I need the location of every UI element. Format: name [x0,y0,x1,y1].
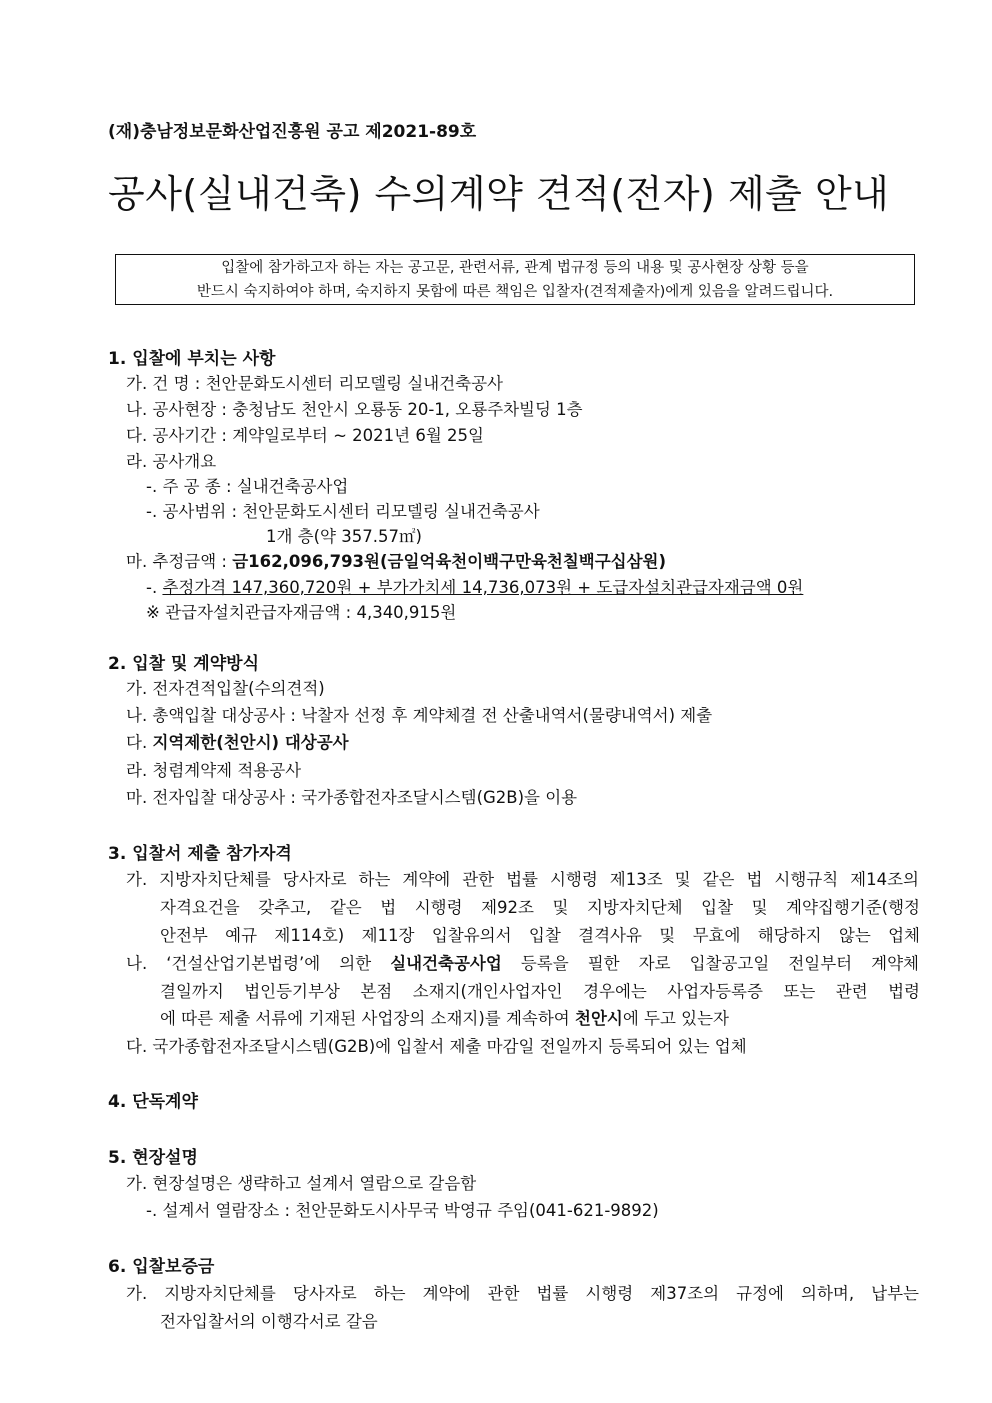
license-type: 실내건축공사업 [390,954,502,973]
s1-ma-prefix: 마. 추정금액 : [126,552,233,571]
warning-line-1: 입찰에 참가하고자 하는 자는 공고문, 관련서류, 관계 법규정 등의 내용 및 공사현장 상황 등을 [221,260,809,276]
s2-item-ra: 라. 청렴계약제 적용공사 [126,761,302,780]
s1-item-ra: 라. 공사개요 [126,452,217,471]
s2-da-prefix: 다. [126,733,153,752]
s1-item-ga: 가. 건 명 : 천안문화도시센터 리모델링 실내건축공사 [126,374,503,393]
warning-line-2: 반드시 숙지하여야 하며, 숙지하지 못함에 따른 책임은 입찰자(견적제출자)에게 있음을 알려드립니다. [196,284,834,300]
s3-item-da: 다. 국가종합전자조달시스템(G2B)에 입찰서 제출 마감일 전일까지 등록되어 있는 업체 [126,1037,747,1056]
s2-item-ma: 마. 전자입찰 대상공사 : 국가종합전자조달시스템(G2B)을 이용 [126,788,578,807]
estimated-amount: 금162,096,793원(금일억육천이백구만육천칠백구십삼원) [232,552,667,571]
s3-item-na-line-1 [126,950,919,974]
s2-item-na: 나. 총액입찰 대상공사 : 낙찰자 선정 후 계약체결 전 산출내역서(물량내역서) 제출 [126,706,713,725]
s3-na-text-a: 나. ‘건설산업기본법령’에 의한 [126,954,391,973]
s3-item-na-line-2: 결일까지 법인등기부상 본점 소재지(개인사업자인 경우에는 사업자등록증 또는 관련 법령 [160,982,920,1001]
s1-ra-sub-2: -. 공사범위 : 천안문화도시센터 리모델링 실내건축공사 [146,502,540,521]
s3-item-ga-line-1: 가. 지방자치단체를 당사자로 하는 계약에 관한 법률 시행령 제13조 및 같은 법 시행규칙 제14조의 [126,870,919,889]
region-city: 천안시 [575,1009,623,1028]
s3-na3-text-a: 에 따른 제출 서류에 기재된 사업장의 소재지)를 계속하여 [160,1009,575,1028]
s6-item-ga-line-1: 가. 지방자치단체를 당사자로 하는 계약에 관한 법률 시행령 제37조의 규정에 의하며, 납부는 [126,1284,919,1303]
s6-item-ga-line-2: 전자입찰서의 이행각서로 갈음 [160,1312,378,1331]
section-3-heading: 3. 입찰서 제출 참가자격 [108,844,292,864]
s5-item-ga: 가. 현장설명은 생략하고 설계서 열람으로 갈음함 [126,1174,477,1193]
s3-item-ga-line-2: 자격요건을 갖추고, 같은 법 시행령 제92조 및 지방자치단체 입찰 및 계약집행기준(행정 [160,898,920,917]
regional-restriction: 지역제한(천안시) 대상공사 [152,733,349,752]
s2-item-da [126,729,349,753]
section-5-heading: 5. 현장설명 [108,1148,198,1168]
s5-ga-sub-1: -. 설계서 열람장소 : 천안문화도시사무국 박영규 주임(041-621-9892) [146,1201,659,1220]
s1-item-ma [126,548,666,572]
s1-ma-sub-1 [146,574,803,598]
section-1-heading: 1. 입찰에 부치는 사항 [108,349,276,369]
s3-na-text-c: 등록을 필한 자로 입찰공고일 전일부터 계약체 [501,954,919,973]
s1-ma-note: ※ 관급자설치관급자재금액 : 4,340,915원 [146,603,457,622]
warning-box [115,254,915,305]
s3-item-na-line-3 [160,1005,729,1029]
s1-ra-sub-1: -. 주 공 종 : 실내건축공사업 [146,477,349,496]
page-title: 공사(실내건축) 수의계약 견적(전자) 제출 안내 [108,172,890,216]
s1-ma-sub-prefix: -. [146,578,163,597]
s3-na3-text-c: 에 두고 있는자 [622,1009,729,1028]
s2-item-ga: 가. 전자견적입찰(수의견적) [126,679,325,698]
estimated-price-breakdown: 추정가격 147,360,720원 + 부가가치세 14,736,073원 + 도급자설치관급자재금액 0원 [162,578,804,597]
s1-item-da: 다. 공사기간 : 계약일로부터 ~ 2021년 6월 25일 [126,426,484,445]
section-2-heading: 2. 입찰 및 계약방식 [108,654,259,674]
s3-item-ga-line-3: 안전부 예규 제114호) 제11장 입찰유의서 입찰 결격사유 및 무효에 해당하지 않는 업체 [160,926,920,945]
s1-item-na: 나. 공사현장 : 충청남도 천안시 오룡동 20-1, 오룡주차빌딩 1층 [126,400,583,419]
section-4-heading: 4. 단독계약 [108,1092,198,1112]
notice-number: (재)충남정보문화산업진흥원 공고 제2021-89호 [108,122,477,142]
section-6-heading: 6. 입찰보증금 [108,1257,215,1277]
s1-ra-sub-2-cont: 1개 층(약 357.57㎡) [266,527,422,546]
